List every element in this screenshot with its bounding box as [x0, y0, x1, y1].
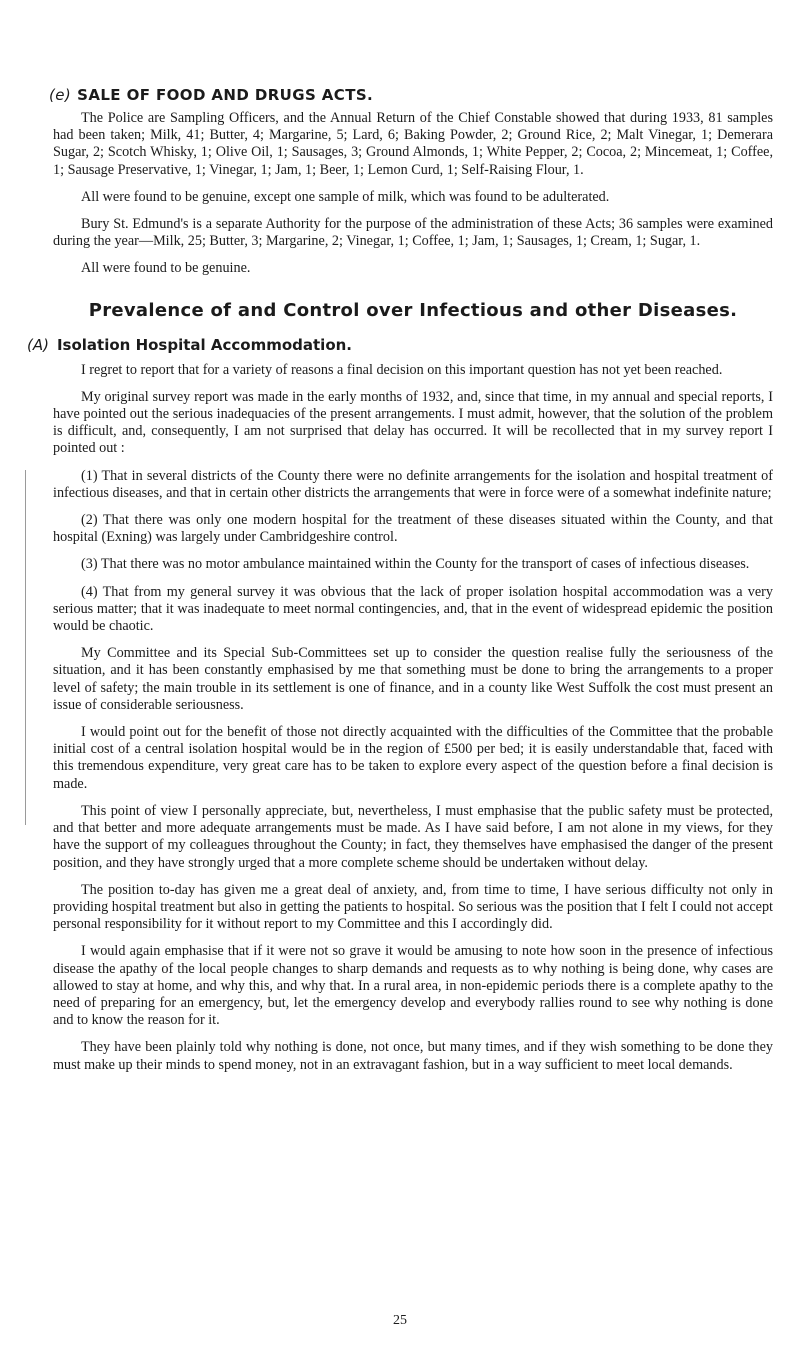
- section-a-title: Isolation Hospital Accommodation.: [56, 335, 353, 354]
- list-item: (1) That in several districts of the County there were no definite arrangements for the isolation and hospital treatment of infectious diseases, and that in certain other districts the arrangements that were in force were of a somewhat indefinite nature;: [53, 467, 773, 501]
- paragraph: This point of view I personally appreciate, but, nevertheless, I must emphasise that the public safety must be protected, and that better and more adequate arrangements must be made. As I have said before, I am not alone in my views, for they have the support of my colleagues throughout the County; in fact, they themselves have emphasised the danger of the present position, and they have strongly urged that a more complete scheme should be undertaken without delay.: [53, 802, 773, 871]
- paragraph: My original survey report was made in the early months of 1932, and, since that time, in my annual and special reports, I have pointed out the serious inadequacies of the present arrangements. I must admit, however, that the solution of the problem is difficult, and, consequently, I am not surprised that delay has occurred. It will be recollected that in my survey report I pointed out :: [53, 388, 773, 457]
- page-number: 25: [393, 1313, 407, 1328]
- paragraph: I would again emphasise that if it were not so grave it would be amusing to note how soon in the presence of infectious disease the apathy of the local people changes to sharp demands and requests as to why nothing is being done, why cases are allowed to stay at home, and why this, and why that. In a rural area, in non-epidemic periods there is a complete apathy to the need of preparing for an emergency, but, let the emergency develop and everybody rallies round to see why nothing is done and to know the reason for it.: [53, 943, 773, 1029]
- list-item: (2) That there was only one modern hospital for the treatment of these diseases situated within the County, and that hospital (Exning) was largely under Cambridgeshire control.: [53, 512, 773, 546]
- document-page: [27, 86, 773, 1074]
- margin-rule: [25, 470, 26, 825]
- list-item: (3) That there was no motor ambulance maintained within the County for the transport of cases of infectious diseases.: [81, 556, 750, 573]
- paragraph: All were found to be genuine, except one sample of milk, which was found to be adulterated.: [81, 188, 610, 205]
- section-a-heading: [27, 336, 773, 354]
- paragraph: The position to-day has given me a great deal of anxiety, and, from time to time, I have serious difficulty not only in providing hospital treatment but also in getting the patients to hospital. So serious was the position that I felt I could not accept personal responsibility for it without report to my Committee and this I accordingly did.: [53, 881, 773, 933]
- section-a-letter: (A): [27, 335, 49, 354]
- paragraph: The Police are Sampling Officers, and the Annual Return of the Chief Constable showed that during 1933, 81 samples had been taken; Milk, 41; Butter, 4; Margarine, 5; Lard, 6; Baking Powder, 2; Ground Rice, 2; Malt Vinegar, 1; Demerara Sugar, 2; Scotch Whisky, 1; Olive Oil, 1; Sausages, 3; Ground Almonds, 1; White Pepper, 2; Cocoa, 2; Mincemeat, 1; Coffee, 1; Sausage Preservative, 1; Vinegar, 1; Jam, 1; Beer, 1; Lemon Curd, 1; Self-Raising Flour, 1.: [53, 110, 773, 178]
- list-item: (4) That from my general survey it was obvious that the lack of proper isolation hospital accommodation was a very serious matter; that it was inadequate to meet normal contingencies, and, that in the event of widespread epidemic the position would be chaotic.: [53, 583, 773, 635]
- section-e-title: SALE OF FOOD AND DRUGS ACTS.: [77, 86, 374, 104]
- main-title: Prevalence of and Control over Infectious and other Diseases.: [88, 299, 738, 321]
- paragraph: I regret to report that for a variety of reasons a final decision on this important question has not yet been reached.: [81, 361, 723, 378]
- paragraph: Bury St. Edmund's is a separate Authority for the purpose of the administration of these Acts; 36 samples were examined during the year—Milk, 25; Butter, 3; Margarine, 2; Vinegar, 1; Coffee, 1; Jam, 1; Sausages, 1; Cream, 1; Sugar, 1.: [53, 216, 773, 250]
- section-e-heading: [49, 86, 773, 104]
- paragraph: They have been plainly told why nothing is done, not once, but many times, and if they wish something to be done they must make up their minds to spend money, not in an extravagant fashion, but in a way sufficient to meet local demands.: [53, 1039, 773, 1073]
- paragraph: All were found to be genuine.: [81, 260, 251, 277]
- section-e-letter: (e): [49, 86, 72, 104]
- paragraph: I would point out for the benefit of those not directly acquainted with the difficulties of the Committee that the probable initial cost of a central isolation hospital would be in the region of £500 per bed; it is easily understandable that, faced with this tremendous expenditure, very great care has to be taken to explore every aspect of the question before a final decision is made.: [53, 724, 773, 792]
- paragraph: My Committee and its Special Sub-Committees set up to consider the question realise fully the seriousness of the situation, and it has been constantly emphasised by me that something must be done to bring the arrangements to a proper level of safety; the main trouble in its settlement is one of finance, and in a county like West Suffolk the cost must present an issue of considerable seriousness.: [53, 645, 773, 713]
